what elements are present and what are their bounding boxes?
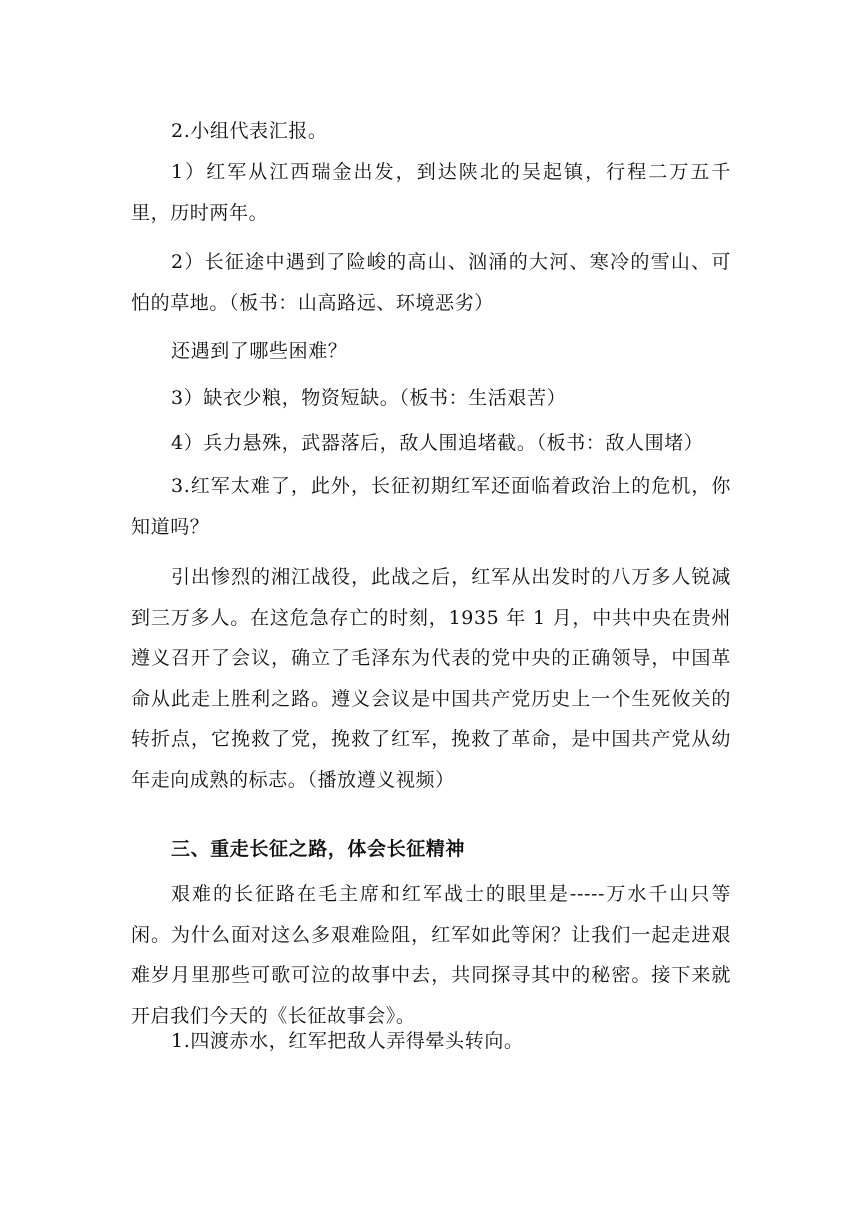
report-heading: 2.小组代表汇报。 [171, 120, 328, 142]
report-item-3: 3）缺衣少粮，物资短缺。（板书：生活艰苦） [171, 387, 567, 409]
story-item-1: 1.四渡赤水，红军把敌人弄得晕头转向。 [171, 1030, 524, 1052]
section-heading: 三、重走长征之路，体会长征精神 [171, 838, 466, 860]
intro-paragraph: 艰难的长征路在毛主席和红军战士的眼里是-----万水千山只等闲。为什么面对这么多艰难险阻，红军如此等闲？让我们一起走进艰难岁月里那些可歌可泣的故事中去，共同探寻其中的秘密。接下来就开启我们今天的《长征故事会》。 [131, 883, 731, 1027]
report-item-1: 1）红军从江西瑞金出发，到达陕北的吴起镇，行程二万五千里，历时两年。 [131, 161, 731, 224]
question-line: 还遇到了哪些困难？ [171, 340, 348, 362]
point-3-paragraph: 3.红军太难了，此外，长征初期红军还面临着政治上的危机，你知道吗？ [131, 475, 731, 538]
report-item-4: 4）兵力悬殊，武器落后，敌人围追堵截。（板书：敌人围堵） [171, 432, 704, 454]
report-item-2: 2）长征途中遇到了险峻的高山、汹涌的大河、寒冷的雪山、可怕的草地。（板书：山高路远、环境恶劣） [131, 251, 731, 314]
zunyi-paragraph: 引出惨烈的湘江战役，此战之后，红军从出发时的八万多人锐减到三万多人。在这危急存亡的时刻，1935 年 1 月，中共中央在贵州遵义召开了会议，确立了毛泽东为代表的党中央的正确领导，中国革命从此走上胜利之路。遵义会议是中国共产党历史上一个生死攸关的转折点，它挽救了党，挽救了红军，挽救了革命，是中国共产党从幼年走向成熟的标志。（播放遵义视频） [131, 566, 731, 791]
